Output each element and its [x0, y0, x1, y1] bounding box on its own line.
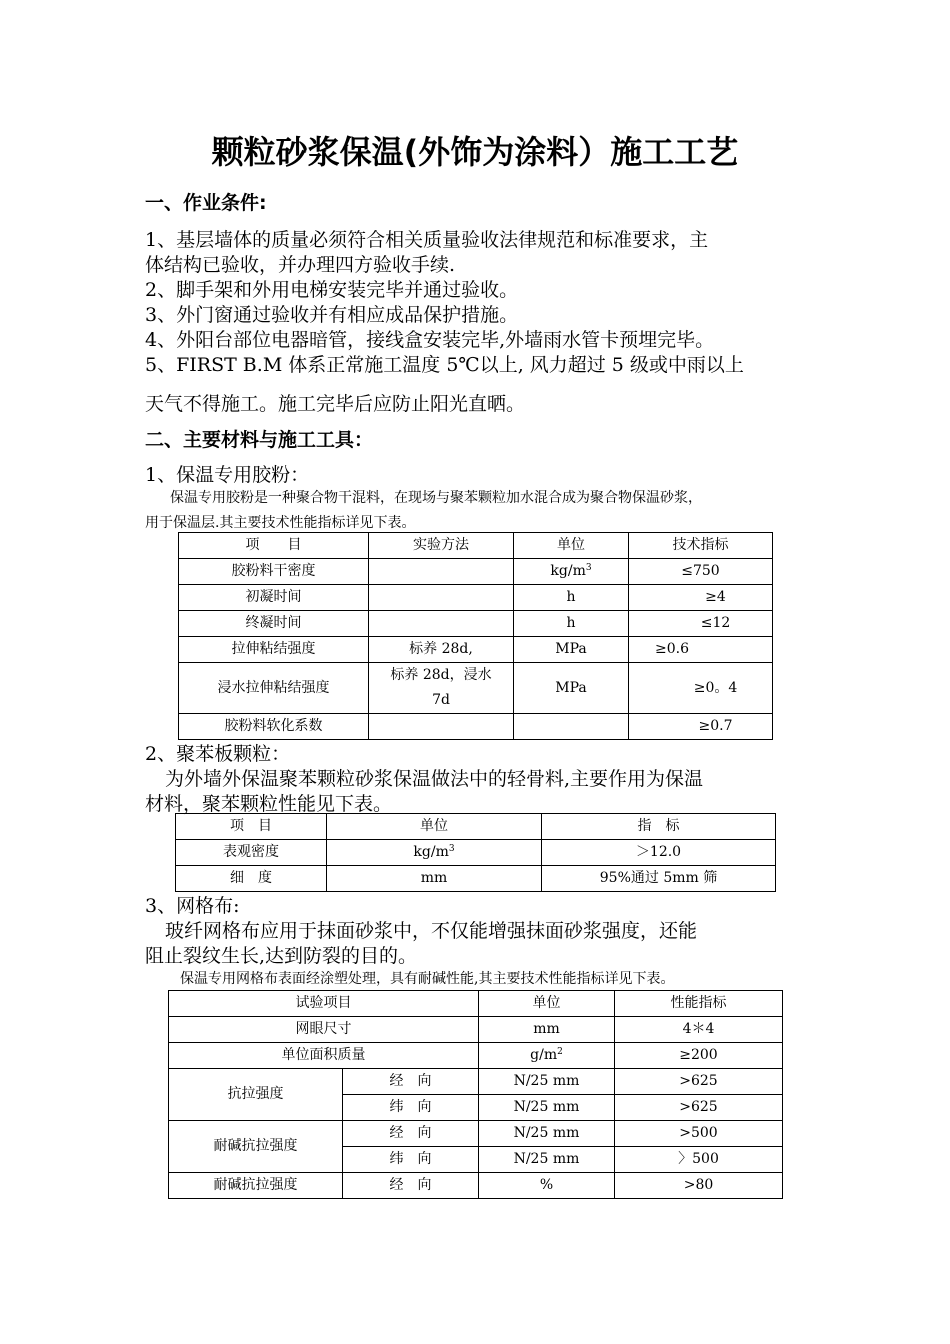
table-cell: mm	[327, 866, 542, 892]
table-cell: ≥0。4	[629, 663, 773, 714]
table-header-cell: 实验方法	[369, 533, 514, 559]
method-line: 标养 28d，浸水	[390, 667, 492, 683]
table-header-row	[179, 533, 773, 559]
table-cell	[514, 559, 629, 585]
table-cell: N/25 mm	[479, 1121, 615, 1147]
table-cell: 胶粉料软化系数	[179, 714, 369, 740]
table-cell: 网眼尺寸	[169, 1017, 479, 1043]
table-cell: 经 向	[343, 1121, 479, 1147]
table-cell	[479, 1043, 615, 1069]
table-row	[169, 1017, 783, 1043]
table-row	[179, 559, 773, 585]
table-cell: ＞12.0	[542, 840, 776, 866]
table-header-row	[169, 991, 783, 1017]
table-header-cell: 单位	[479, 991, 615, 1017]
table-cell: 经 向	[343, 1173, 479, 1199]
table-cell	[369, 559, 514, 585]
table-cell: ≤750	[629, 559, 773, 585]
table-row	[179, 714, 773, 740]
section-heading-materials: 二、主要材料与施工工具：	[145, 429, 374, 451]
table-cell: 拉伸粘结强度	[179, 637, 369, 663]
superscript: 2	[557, 1047, 563, 1057]
paragraph-line: 材料，聚苯颗粒性能见下表。	[145, 793, 393, 815]
paragraph-line: 天气不得施工。施工完毕后应防止阳光直晒。	[145, 393, 526, 415]
table-cell: h	[514, 611, 629, 637]
paragraph-line: 为外墙外保温聚苯颗粒砂浆保温做法中的轻骨料,主要作用为保温	[165, 768, 704, 790]
paragraph-line: 2、脚手架和外用电梯安装完毕并通过验收。	[145, 279, 519, 301]
table-cell: %	[479, 1173, 615, 1199]
table-cell: 95%通过 5mm 筛	[542, 866, 776, 892]
paragraph-line: 4、外阳台部位电器暗管，接线盒安装完毕,外墙雨水管卡预埋完毕。	[145, 329, 715, 351]
table-cell: 纬 向	[343, 1095, 479, 1121]
table-cell	[369, 663, 514, 714]
table-header-row	[176, 814, 776, 840]
table-row	[169, 1173, 783, 1199]
table-header-cell: 项 目	[176, 814, 327, 840]
table-header-cell: 指 标	[542, 814, 776, 840]
table-cell	[369, 585, 514, 611]
small-paragraph-line: 用于保温层.其主要技术性能指标详见下表。	[145, 515, 416, 531]
paragraph-line: 玻纤网格布应用于抹面砂浆中，不仅能增强抹面砂浆强度，还能	[165, 920, 698, 942]
mesh-fabric-table	[168, 990, 783, 1199]
table-row	[179, 611, 773, 637]
page-title: 颗粒砂浆保温(外饰为涂料）施工工艺	[211, 133, 739, 171]
table-cell: 细 度	[176, 866, 327, 892]
paragraph-line: 3、外门窗通过验收并有相应成品保护措施。	[145, 304, 519, 326]
table-cell: 终凝时间	[179, 611, 369, 637]
table-cell	[327, 840, 542, 866]
table-cell: ≥200	[615, 1043, 783, 1069]
table-row	[169, 1043, 783, 1069]
table-header-cell: 单位	[514, 533, 629, 559]
table-cell: N/25 mm	[479, 1147, 615, 1173]
table-row	[179, 585, 773, 611]
table-cell: 4＊4	[615, 1017, 783, 1043]
adhesive-powder-table	[178, 532, 773, 740]
paragraph-line: 1、基层墙体的质量必须符合相关质量验收法律规范和标准要求，主	[145, 229, 709, 251]
table-cell: N/25 mm	[479, 1095, 615, 1121]
table-cell: mm	[479, 1017, 615, 1043]
table-cell	[369, 611, 514, 637]
table-header-cell: 试验项目	[169, 991, 479, 1017]
superscript: 3	[448, 844, 455, 854]
table-header-cell: 性能指标	[615, 991, 783, 1017]
table-cell	[514, 714, 629, 740]
table-row	[176, 866, 776, 892]
superscript: 3	[585, 563, 592, 573]
table-cell: h	[514, 585, 629, 611]
table-cell: ≥4	[629, 585, 773, 611]
table-cell: ≥0.6	[629, 637, 773, 663]
table-cell: 初凝时间	[179, 585, 369, 611]
table-header-cell: 项 目	[179, 533, 369, 559]
table-cell: 纬 向	[343, 1147, 479, 1173]
table-cell: 浸水拉伸粘结强度	[179, 663, 369, 714]
table-row	[169, 1121, 783, 1147]
table-cell: >500	[615, 1121, 783, 1147]
table-group-label: 抗拉强度	[169, 1069, 343, 1121]
table-cell: 标养 28d,	[369, 637, 514, 663]
table-row	[169, 1069, 783, 1095]
small-paragraph-line: 保温专用网格布表面经涂塑处理，具有耐碱性能,其主要技术性能指标详见下表。	[180, 971, 675, 987]
table-cell: 〉500	[615, 1147, 783, 1173]
table-row	[179, 663, 773, 714]
unit-text: kg/m	[550, 563, 586, 579]
table-row	[179, 637, 773, 663]
table-cell: 耐碱抗拉强度	[169, 1173, 343, 1199]
method-line: 7d	[432, 692, 450, 708]
table-row	[176, 840, 776, 866]
table-cell: 表观密度	[176, 840, 327, 866]
table-cell: >625	[615, 1069, 783, 1095]
polystyrene-granule-table	[175, 813, 776, 892]
small-paragraph-line: 保温专用胶粉是一种聚合物干混料，在现场与聚苯颗粒加水混合成为聚合物保温砂浆，	[170, 490, 702, 506]
table-cell: 单位面积质量	[169, 1043, 479, 1069]
paragraph-line: 5、FIRST B.M 体系正常施工温度 5℃以上, 风力超过 5 级或中雨以上	[145, 354, 744, 376]
table-cell	[369, 714, 514, 740]
subsection-title: 3、网格布:	[145, 895, 240, 917]
table-cell: ≥0.7	[629, 714, 773, 740]
table-cell: ≤12	[629, 611, 773, 637]
table-group-label: 耐碱抗拉强度	[169, 1121, 343, 1173]
paragraph-line: 阻止裂纹生长,达到防裂的目的。	[145, 945, 418, 967]
table-cell: >80	[615, 1173, 783, 1199]
subsection-title: 2、聚苯板颗粒：	[145, 743, 291, 765]
table-cell: 胶粉料干密度	[179, 559, 369, 585]
table-cell: MPa	[514, 637, 629, 663]
section-heading-conditions: 一、作业条件:	[145, 192, 267, 214]
table-cell: 经 向	[343, 1069, 479, 1095]
unit-text: kg/m	[413, 844, 449, 860]
unit-text: g/m	[530, 1047, 558, 1063]
table-header-cell: 技术指标	[629, 533, 773, 559]
table-cell: N/25 mm	[479, 1069, 615, 1095]
table-cell: >625	[615, 1095, 783, 1121]
table-header-cell: 单位	[327, 814, 542, 840]
table-cell: MPa	[514, 663, 629, 714]
subsection-title: 1、保温专用胶粉：	[145, 464, 310, 486]
paragraph-line: 体结构已验收，并办理四方验收手续.	[145, 254, 456, 276]
